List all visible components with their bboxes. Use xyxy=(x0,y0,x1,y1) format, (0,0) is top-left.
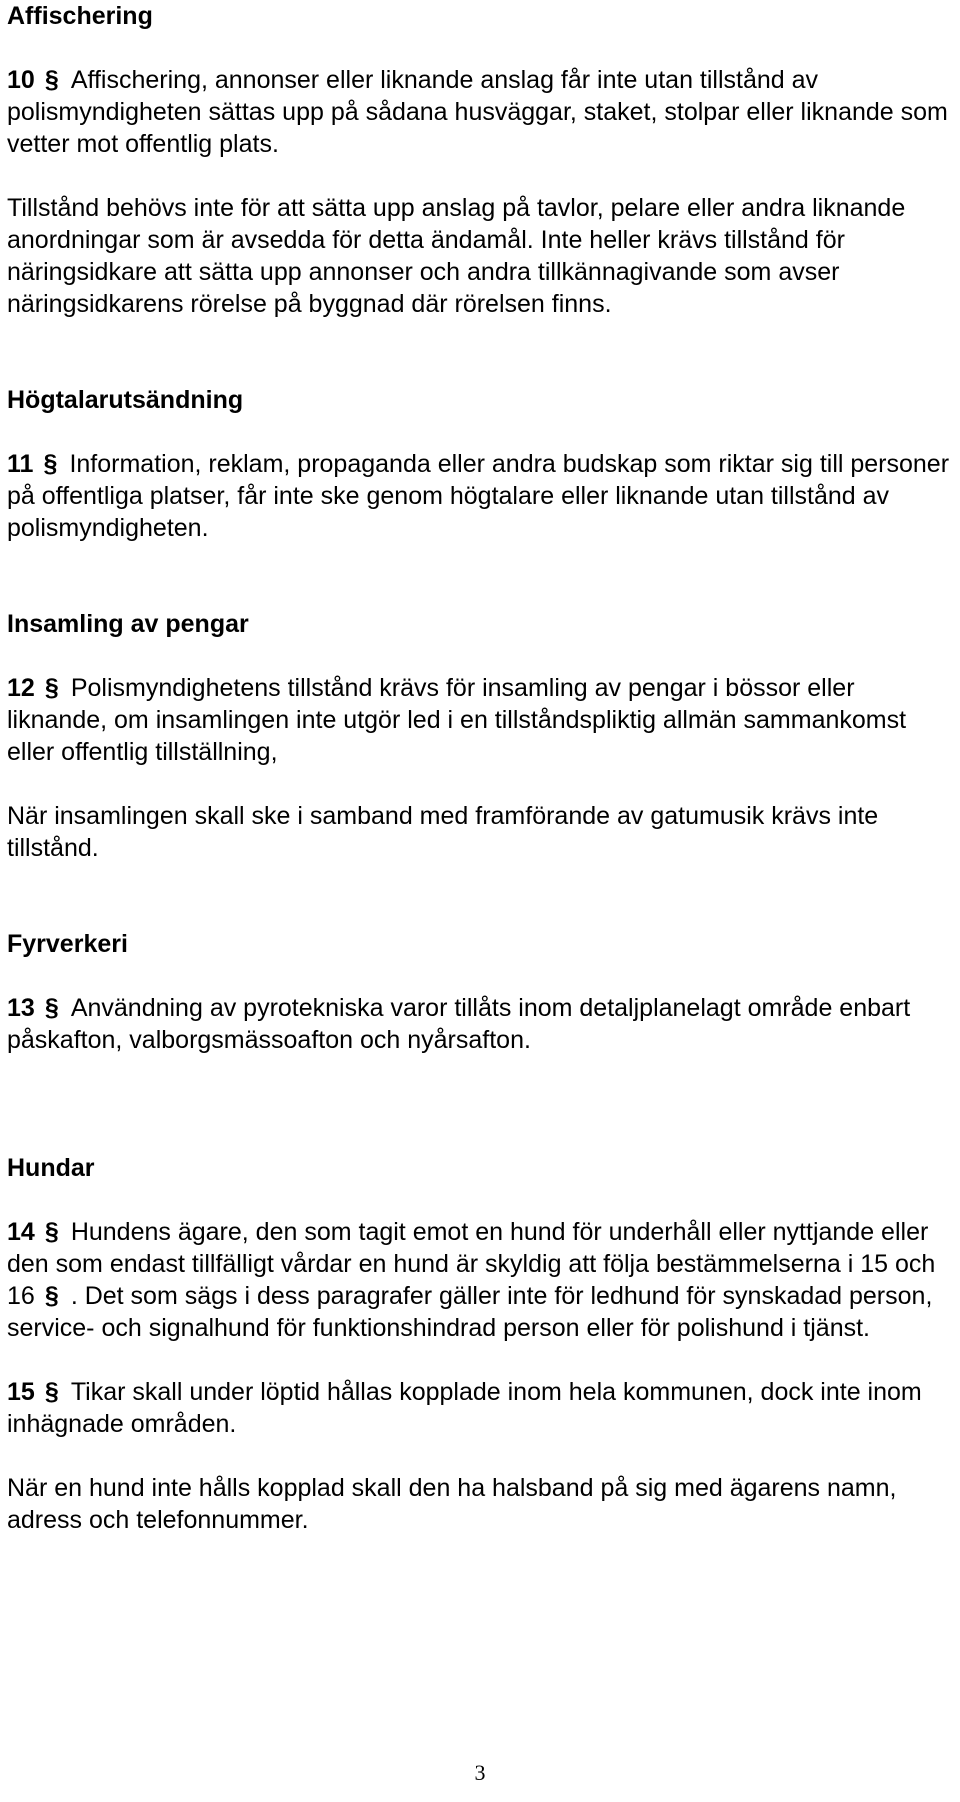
paragraph-14 xyxy=(7,1216,952,1344)
paragraph-number: 11 xyxy=(7,450,34,478)
section-symbol: § xyxy=(44,1378,59,1406)
paragraph-number: 10 xyxy=(7,66,35,94)
heading-fyrverkeri: Fyrverkeri xyxy=(7,930,128,958)
paragraph-text: Polismyndighetens tillstånd krävs för insamling av pengar i bössor eller liknande, om insamlingen inte utgör led i en tillståndspliktig allmän sammankomst eller offentlig tillställning, xyxy=(7,674,907,766)
paragraph-11 xyxy=(7,448,952,544)
heading-insamling: Insamling av pengar xyxy=(7,610,249,638)
paragraph-number: 13 xyxy=(7,994,35,1022)
paragraph-text-continued: . Det som sägs i dess paragrafer gäller inte för ledhund för synskadad person, service- och signalhund för funktionshindrad person eller för polishund i tjänst. xyxy=(7,1282,933,1342)
section-symbol: § xyxy=(44,674,59,702)
paragraph-text: Tikar skall under löptid hållas kopplade inom hela kommunen, dock inte inom inhägnade områden. xyxy=(7,1378,922,1438)
paragraph-text: Affischering, annonser eller liknande anslag får inte utan tillstånd av polismyndigheten sättas upp på sådana husväggar, staket, stolpar eller liknande som vetter mot offentlig plats. xyxy=(7,66,948,158)
paragraph-13 xyxy=(7,992,952,1056)
paragraph-text: Användning av pyrotekniska varor tillåts inom detaljplanelagt område enbart påskafton, valborgsmässoafton och nyårsafton. xyxy=(7,994,911,1054)
paragraph-15-continued: När en hund inte hålls kopplad skall den ha halsband på sig med ägarens namn, adress och telefonnummer. xyxy=(7,1474,897,1534)
page-number: 3 xyxy=(474,1760,486,1785)
heading-hundar: Hundar xyxy=(7,1154,95,1182)
paragraph-text: Hundens ägare, den som tagit emot en hund för underhåll eller nyttjande eller den som endast tillfälligt vårdar en hund är skyldig att följa bestämmelserna i 15 och 16 xyxy=(7,1218,936,1310)
paragraph-10 xyxy=(7,64,952,160)
section-symbol: § xyxy=(44,994,59,1022)
section-symbol: § xyxy=(44,66,59,94)
paragraph-12 xyxy=(7,672,952,768)
paragraph-10-continued: Tillstånd behövs inte för att sätta upp anslag på tavlor, pelare eller andra liknande anordningar som är avsedda för detta ändamål. Inte heller krävs tillstånd för näringsidkare att sätta upp annonser och andra tillkännagivande som avser näringsidkarens rörelse på byggnad där rörelsen finns. xyxy=(7,194,906,318)
section-symbol: § xyxy=(43,450,58,478)
paragraph-15 xyxy=(7,1376,952,1440)
paragraph-number: 15 xyxy=(7,1378,35,1406)
paragraph-number: 12 xyxy=(7,674,35,702)
section-symbol: § xyxy=(44,1218,59,1246)
paragraph-text: Information, reklam, propaganda eller andra budskap som riktar sig till personer på offentliga platser, får inte ske genom högtalare eller liknande utan tillstånd av polismyndigheten. xyxy=(7,450,950,542)
section-symbol-inline: § xyxy=(44,1282,59,1310)
heading-hogtalarutsandning: Högtalarutsändning xyxy=(7,386,244,414)
paragraph-12-continued: När insamlingen skall ske i samband med framförande av gatumusik krävs inte tillstånd. xyxy=(7,802,879,862)
heading-affischering: Affischering xyxy=(7,2,153,30)
paragraph-number: 14 xyxy=(7,1218,35,1246)
document-page xyxy=(7,0,952,1536)
